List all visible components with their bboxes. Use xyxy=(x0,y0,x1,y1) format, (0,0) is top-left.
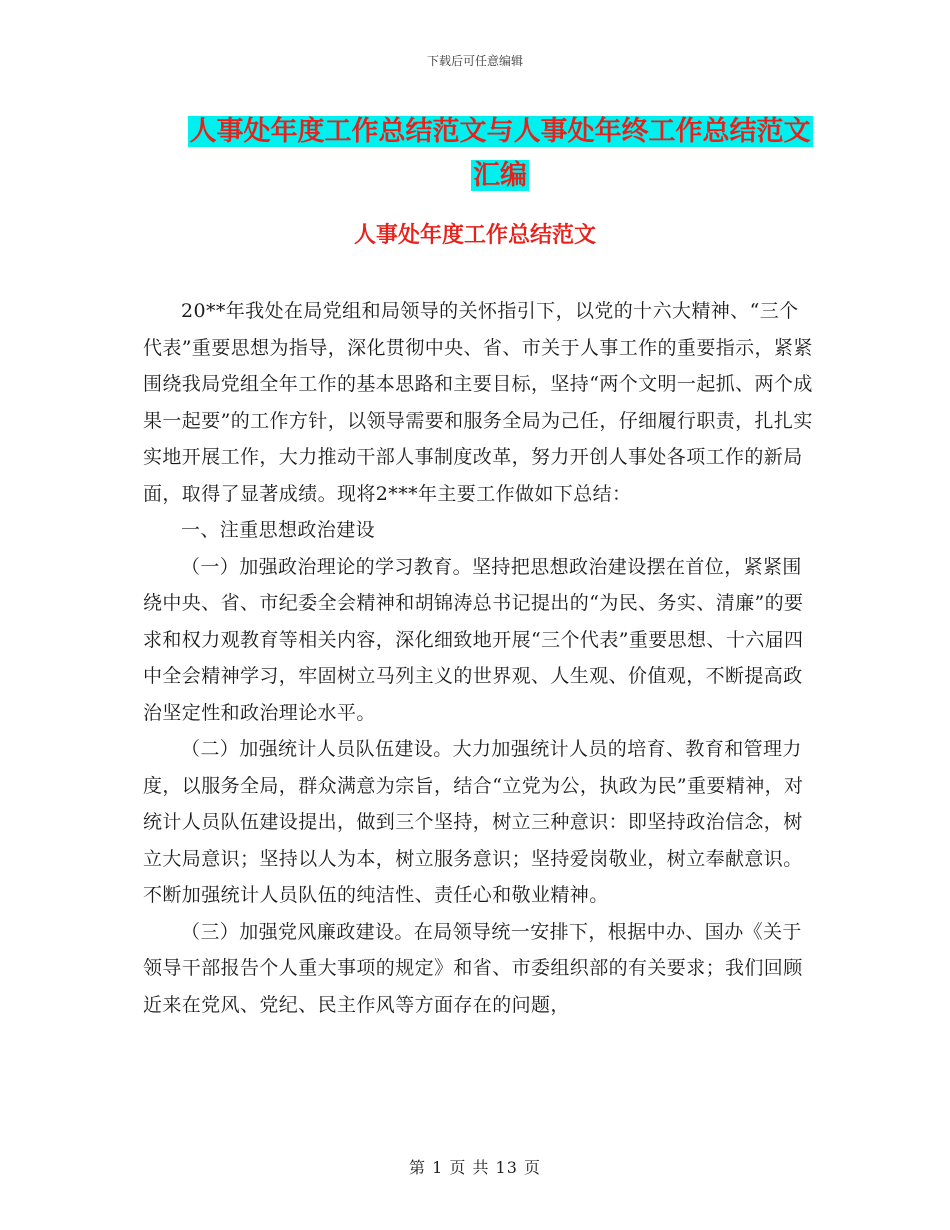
section-title: 人事处年度工作总结范文 xyxy=(353,222,596,248)
header-note: 下载后可任意编辑 xyxy=(426,54,523,68)
document-title-line-2 xyxy=(140,154,860,198)
paragraph-item-2: （二）加强统计人员队伍建设。大力加强统计人员的培育、教育和管理力度，以服务全局，群众满意为宗旨，结合“立党为公，执政为民”重要精神，对统计人员队伍建设提出，做到三个坚持，树立三种意识：即坚持政治信念，树立大局意识；坚持以人为本，树立服务意识；坚持爱岗敬业，树立奉献意识。不断加强统计人员队伍的纯洁性、责任心和敬业精神。 xyxy=(143,738,804,906)
document-title-line-1 xyxy=(140,110,860,154)
paragraph-item-3: （三）加强党风廉政建设。在局领导统一安排下，根据中办、国办《关于领导干部报告个人重大事项的规定》和省、市委组织部的有关要求；我们回顾近来在党风、党纪、民主作风等方面存在的问题， xyxy=(143,920,803,1016)
document-body xyxy=(143,293,813,1023)
page-footer: 第 1 页 共 13 页 xyxy=(409,1158,541,1177)
title-line-2-text: 汇编 xyxy=(473,160,527,191)
title-line-1-text: 人事处年度工作总结范文与人事处年终工作总结范文 xyxy=(189,116,811,147)
paragraph-intro: 20**年我处在局党组和局领导的关怀指引下，以党的十六大精神、“三个代表”重要思想为指导，深化贯彻中央、省、市关于人事工作的重要指示，紧紧围绕我局党组全年工作的基本思路和主要目标，坚持“两个文明一起抓、两个成果一起要”的工作方针，以领导需要和服务全局为己任，仔细履行职责，扎扎实实地开展工作，大力推动干部人事制度改革，努力开创人事处各项工作的新局面，取得了显著成绩。现将2***年主要工作做如下总结： xyxy=(143,300,813,505)
heading-section-1: 一、注重思想政治建设 xyxy=(181,519,376,541)
paragraph-item-1: （一）加强政治理论的学习教育。坚持把思想政治建设摆在首位，紧紧围绕中央、省、市纪委全会精神和胡锦涛总书记提出的“为民、务实、清廉”的要求和权力观教育等相关内容，深化细致地开展“三个代表”重要思想、十六届四中全会精神学习，牢固树立马列主义的世界观、人生观、价值观，不断提高政治坚定性和政治理论水平。 xyxy=(143,555,804,724)
